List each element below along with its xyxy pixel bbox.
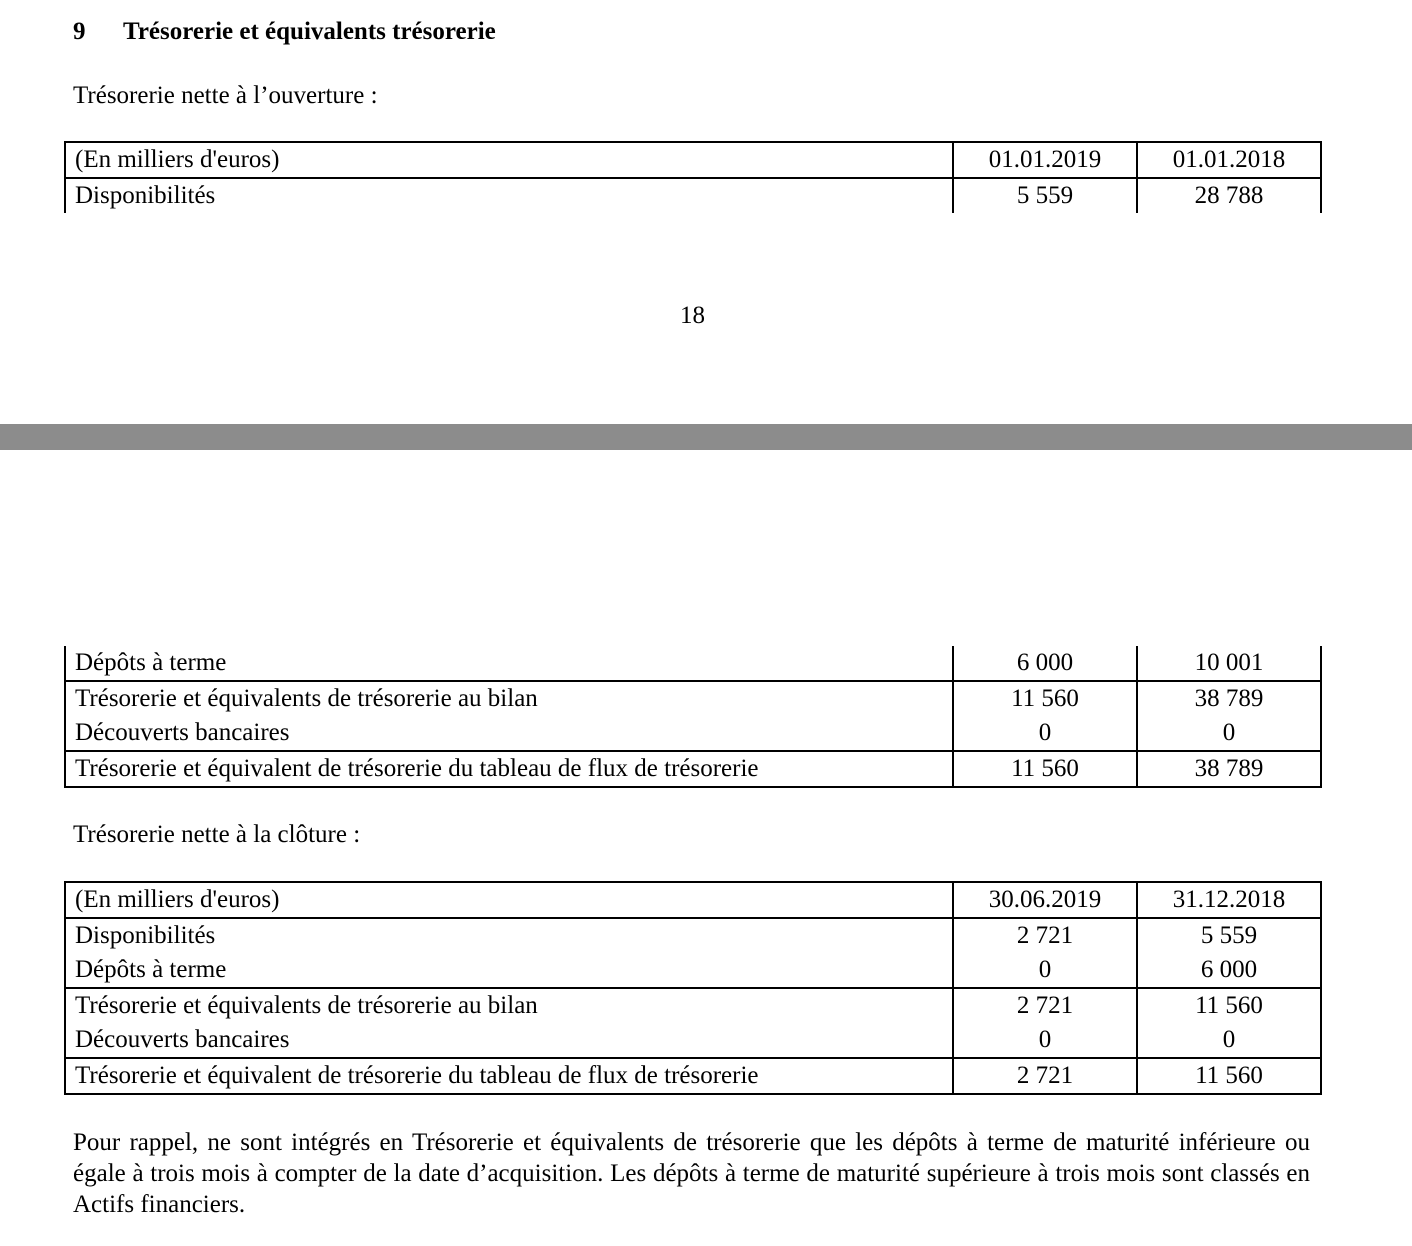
table-row xyxy=(65,953,1321,988)
table-row xyxy=(65,1023,1321,1058)
row-value-1: 2 721 xyxy=(953,1058,1137,1094)
header-label: (En milliers d'euros) xyxy=(65,142,953,178)
header-date-2: 01.01.2018 xyxy=(1137,142,1321,178)
table-header-row xyxy=(65,882,1321,918)
section-heading xyxy=(73,14,496,50)
row-label: Découverts bancaires xyxy=(65,1023,953,1058)
header-date-2: 31.12.2018 xyxy=(1137,882,1321,918)
section-number: 9 xyxy=(73,18,86,45)
row-label: Disponibilités xyxy=(65,918,953,953)
row-value-2: 0 xyxy=(1137,716,1321,751)
page-number: 18 xyxy=(680,302,705,329)
opening-table-part-2 xyxy=(64,646,1322,788)
row-value-1: 6 000 xyxy=(953,646,1137,681)
opening-intro: Trésorerie nette à l’ouverture : xyxy=(73,82,378,109)
row-label: Trésorerie et équivalent de trésorerie du tableau de flux de trésorerie xyxy=(65,1058,953,1094)
table-total-row xyxy=(65,1058,1321,1094)
page-separator xyxy=(0,424,1412,450)
table-row xyxy=(65,918,1321,953)
row-label: Disponibilités xyxy=(65,178,953,213)
table-row xyxy=(65,988,1321,1023)
closing-intro: Trésorerie nette à la clôture : xyxy=(73,821,361,848)
row-value-2: 38 789 xyxy=(1137,681,1321,716)
table-row xyxy=(65,681,1321,716)
row-value-1: 0 xyxy=(953,953,1137,988)
row-label: Trésorerie et équivalent de trésorerie du tableau de flux de trésorerie xyxy=(65,751,953,787)
closing-table xyxy=(64,881,1322,1095)
row-label: Trésorerie et équivalents de trésorerie au bilan xyxy=(65,988,953,1023)
row-value-2: 11 560 xyxy=(1137,988,1321,1023)
row-value-1: 2 721 xyxy=(953,918,1137,953)
table-row xyxy=(65,716,1321,751)
header-label: (En milliers d'euros) xyxy=(65,882,953,918)
row-label: Dépôts à terme xyxy=(65,953,953,988)
table-row xyxy=(65,646,1321,681)
note-paragraph: Pour rappel, ne sont intégrés en Trésorerie et équivalents de trésorerie que les dépôts à terme de maturité inférieure ou égale à trois mois à compter de la date d’acquisition. Les dépôts à terme de maturité supérieure à trois mois sont classés en Actifs financiers. xyxy=(73,1129,1310,1218)
table-total-row xyxy=(65,751,1321,787)
row-value-1: 0 xyxy=(953,716,1137,751)
row-value-1: 11 560 xyxy=(953,681,1137,716)
row-value-2: 0 xyxy=(1137,1023,1321,1058)
row-label: Dépôts à terme xyxy=(65,646,953,681)
row-value-2: 28 788 xyxy=(1137,178,1321,213)
row-value-2: 38 789 xyxy=(1137,751,1321,787)
row-value-2: 11 560 xyxy=(1137,1058,1321,1094)
row-value-1: 5 559 xyxy=(953,178,1137,213)
row-label: Découverts bancaires xyxy=(65,716,953,751)
row-value-2: 6 000 xyxy=(1137,953,1321,988)
row-value-2: 5 559 xyxy=(1137,918,1321,953)
header-date-1: 30.06.2019 xyxy=(953,882,1137,918)
row-value-1: 11 560 xyxy=(953,751,1137,787)
row-value-2: 10 001 xyxy=(1137,646,1321,681)
section-title: Trésorerie et équivalents trésorerie xyxy=(123,18,496,45)
table-row xyxy=(65,178,1321,213)
table-header-row xyxy=(65,142,1321,178)
opening-table-part-1 xyxy=(64,141,1322,213)
row-value-1: 0 xyxy=(953,1023,1137,1058)
row-label: Trésorerie et équivalents de trésorerie au bilan xyxy=(65,681,953,716)
row-value-1: 2 721 xyxy=(953,988,1137,1023)
header-date-1: 01.01.2019 xyxy=(953,142,1137,178)
